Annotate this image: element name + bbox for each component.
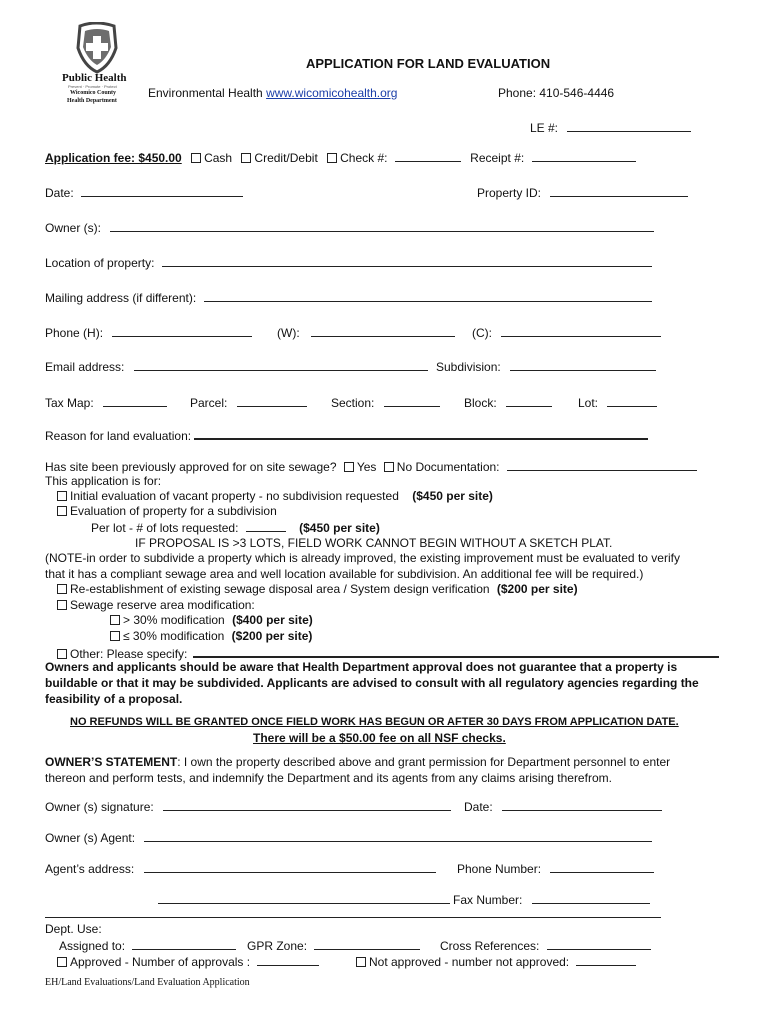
le-field[interactable] — [567, 120, 691, 132]
not-approved-label: Not approved - number not approved: — [369, 955, 570, 969]
xref-label: Cross References: — [440, 939, 540, 953]
other-field[interactable] — [193, 645, 719, 658]
owner-statement-text-1: : I own the property described above and grant permission for Department personnel to enter — [177, 755, 671, 769]
property-id-label: Property ID: — [477, 186, 542, 200]
no-doc-field[interactable] — [507, 459, 697, 471]
cash-checkbox[interactable] — [191, 153, 201, 163]
warning-text: Owners and applicants should be aware that Health Department approval does not guarantee that a property is buildable or that it may be subdivided. Applicants are advised to consult with all regulatory agencies regarding the feasibility of a proposal. — [45, 660, 699, 706]
reest-label: Re-establishment of existing sewage disposal area / System design verification — [70, 582, 490, 596]
initial-row — [57, 489, 493, 503]
agent-address-row — [45, 861, 436, 876]
dept-use-label: Dept. Use: — [45, 922, 102, 936]
gt30-label: > 30% modification — [123, 613, 225, 627]
phone-h-field[interactable] — [112, 325, 252, 337]
lot-row — [578, 395, 657, 410]
email-row — [45, 359, 428, 374]
le30-checkbox[interactable] — [110, 631, 120, 641]
phone-c-label: (C): — [472, 326, 492, 340]
credit-label: Credit/Debit — [254, 151, 318, 165]
property-id-row — [477, 185, 688, 200]
phone-h-row — [45, 325, 252, 340]
initial-label: Initial evaluation of vacant property - no subdivision requested — [70, 489, 399, 503]
property-id-field[interactable] — [550, 185, 688, 197]
approved-label: Approved - Number of approvals : — [70, 955, 251, 969]
section-field[interactable] — [384, 395, 440, 407]
no-doc-checkbox[interactable] — [384, 462, 394, 472]
owner-field[interactable] — [110, 220, 654, 232]
owner-label: Owner (s): — [45, 221, 102, 235]
prev-approved-label: Has site been previously approved for on site sewage? — [45, 460, 337, 474]
approved-row — [57, 954, 319, 969]
no-doc-label: No Documentation: — [396, 460, 500, 474]
header-phone: Phone: 410-546-4446 — [498, 86, 615, 100]
shield-cross-icon — [58, 22, 138, 74]
website-link[interactable]: www.wicomicohealth.org — [266, 86, 398, 100]
per-lot-fee: ($450 per site) — [299, 521, 380, 535]
block-label: Block: — [464, 396, 497, 410]
le30-fee: ($200 per site) — [231, 629, 313, 643]
agent-address-2-row — [158, 892, 450, 907]
le-label: LE #: — [530, 121, 559, 135]
reason-field[interactable] — [194, 427, 648, 440]
check-checkbox[interactable] — [327, 153, 337, 163]
xref-row — [440, 938, 651, 953]
receipt-label: Receipt #: — [470, 151, 525, 165]
le-number — [530, 120, 691, 135]
owner-signature-label: Owner (s) signature: — [45, 800, 154, 814]
subdivision-field[interactable] — [510, 359, 656, 371]
parcel-field[interactable] — [237, 395, 307, 407]
assigned-field[interactable] — [132, 938, 236, 950]
assigned-label: Assigned to: — [59, 939, 126, 953]
section-label: Section: — [331, 396, 375, 410]
refund-notice: NO REFUNDS WILL BE GRANTED ONCE FIELD WORK HAS BEGUN OR AFTER 30 DAYS FROM APPLICATION DATE. — [70, 716, 679, 728]
agent-field[interactable] — [144, 830, 652, 842]
agent-row — [45, 830, 652, 845]
phone-h-label: Phone (H): — [45, 326, 104, 340]
reserve-label: Sewage reserve area modification: — [70, 598, 255, 612]
email-field[interactable] — [134, 359, 428, 371]
other-checkbox[interactable] — [57, 649, 67, 659]
section-row — [331, 395, 440, 410]
not-approved-checkbox[interactable] — [356, 957, 366, 967]
lots-requested-field[interactable] — [246, 520, 286, 532]
agent-phone-field[interactable] — [550, 861, 654, 873]
env-health-line — [148, 86, 397, 100]
other-label: Other: Please specify: — [70, 647, 188, 661]
initial-checkbox[interactable] — [57, 491, 67, 501]
initial-fee: ($450 per site) — [412, 489, 493, 503]
location-field[interactable] — [162, 255, 652, 267]
check-number-field[interactable] — [395, 150, 461, 162]
owner-row — [45, 220, 654, 235]
mailing-label: Mailing address (if different): — [45, 291, 197, 305]
gt30-row — [110, 613, 313, 627]
fee-line — [45, 150, 636, 165]
yes-label: Yes — [356, 460, 377, 474]
gt30-fee: ($400 per site) — [232, 613, 313, 627]
gpr-field[interactable] — [314, 938, 420, 950]
phone-c-field[interactable] — [501, 325, 661, 337]
agent-address-field[interactable] — [144, 861, 436, 873]
subdivision-label: Subdivision: — [436, 360, 501, 374]
phone-w-row — [277, 325, 455, 340]
subdivision-row — [436, 359, 656, 374]
owner-statement-text-2: thereon and perform tests, and indemnify the Department and its agents from any claims arising therefrom. — [45, 771, 612, 785]
env-health-label: Environmental Health — [148, 86, 263, 100]
signature-date-field[interactable] — [502, 799, 662, 811]
approvals-field[interactable] — [257, 954, 319, 966]
location-label: Location of property: — [45, 256, 155, 270]
app-for-label: This application is for: — [45, 474, 162, 488]
logo — [58, 22, 138, 106]
signature-date-row — [464, 799, 662, 814]
owner-signature-field[interactable] — [163, 799, 451, 811]
fax-label: Fax Number: — [453, 893, 523, 907]
fax-row — [453, 892, 650, 907]
receipt-field[interactable] — [532, 150, 636, 162]
location-row — [45, 255, 652, 270]
prev-approved-row — [45, 459, 697, 474]
le30-label: ≤ 30% modification — [123, 629, 225, 643]
note-line-2: that it has a compliant sewage area and well location available for subdivision. An additional fee will be required.) — [45, 567, 644, 581]
tax-map-row — [45, 395, 167, 410]
not-approved-row — [356, 954, 636, 969]
subdiv-checkbox[interactable] — [57, 506, 67, 516]
phone-c-row — [472, 325, 661, 340]
credit-checkbox[interactable] — [241, 153, 251, 163]
email-label: Email address: — [45, 360, 125, 374]
block-field[interactable] — [506, 395, 552, 407]
mailing-field[interactable] — [204, 290, 652, 302]
proposal-note: IF PROPOSAL IS >3 LOTS, FIELD WORK CANNOT BEGIN WITHOUT A SKETCH PLAT. — [135, 536, 613, 550]
reserve-row — [57, 598, 255, 612]
divider — [45, 917, 661, 918]
check-label: Check #: — [340, 151, 388, 165]
nsf-notice: There will be a $50.00 fee on all NSF checks. — [253, 731, 506, 745]
cash-label: Cash — [204, 151, 233, 165]
agent-phone-label: Phone Number: — [457, 862, 542, 876]
not-approved-field[interactable] — [576, 954, 636, 966]
xref-field[interactable] — [547, 938, 651, 950]
gpr-label: GPR Zone: — [247, 939, 308, 953]
parcel-row — [190, 395, 307, 410]
approved-checkbox[interactable] — [57, 957, 67, 967]
reserve-checkbox[interactable] — [57, 600, 67, 610]
mailing-row — [45, 290, 652, 305]
reest-checkbox[interactable] — [57, 584, 67, 594]
reest-row — [57, 582, 578, 596]
date-label: Date: — [45, 186, 74, 200]
fax-field[interactable] — [532, 892, 650, 904]
agent-phone-row — [457, 861, 654, 876]
per-lot-row — [91, 520, 380, 535]
agent-label: Owner (s) Agent: — [45, 831, 136, 845]
reason-row — [45, 427, 648, 443]
le30-row — [110, 629, 312, 643]
tax-map-field[interactable] — [103, 395, 167, 407]
tax-map-label: Tax Map: — [45, 396, 94, 410]
parcel-label: Parcel: — [190, 396, 228, 410]
owner-statement-line-1 — [45, 755, 670, 769]
date-field[interactable] — [81, 185, 243, 197]
lot-field[interactable] — [607, 395, 657, 407]
phone-w-field[interactable] — [311, 325, 455, 337]
block-row — [464, 395, 552, 410]
per-lot-label: Per lot - # of lots requested: — [91, 521, 239, 535]
lot-label: Lot: — [578, 396, 599, 410]
yes-checkbox[interactable] — [344, 462, 354, 472]
note-line-1: (NOTE-in order to subdivide a property which is already improved, the existing improvement must be evaluated to verify — [45, 551, 680, 565]
logo-county: Wicomico County — [70, 90, 117, 96]
subdiv-row — [57, 504, 277, 518]
reest-fee: ($200 per site) — [496, 582, 578, 596]
phone-w-label: (W): — [277, 326, 300, 340]
agent-address-label: Agent’s address: — [45, 862, 135, 876]
reason-label: Reason for land evaluation: — [45, 429, 192, 443]
logo-name: Public Health — [62, 72, 127, 84]
gpr-row — [247, 938, 420, 953]
date-row — [45, 185, 243, 200]
signature-date-label: Date: — [464, 800, 493, 814]
footer-path: EH/Land Evaluations/Land Evaluation Application — [45, 977, 250, 988]
agent-address-2-field[interactable] — [158, 892, 450, 904]
fee-label: Application fee: $450.00 — [45, 151, 182, 165]
logo-dept: Health Department — [67, 98, 117, 104]
owner-signature-row — [45, 799, 451, 814]
assigned-row — [59, 938, 236, 953]
gt30-checkbox[interactable] — [110, 615, 120, 625]
subdiv-label: Evaluation of property for a subdivision — [70, 504, 277, 518]
logo-tagline: Prevent · Promote · Protect — [68, 84, 117, 89]
owner-statement-label: OWNER’S STATEMENT — [45, 755, 178, 769]
page-title: APPLICATION FOR LAND EVALUATION — [306, 56, 551, 71]
